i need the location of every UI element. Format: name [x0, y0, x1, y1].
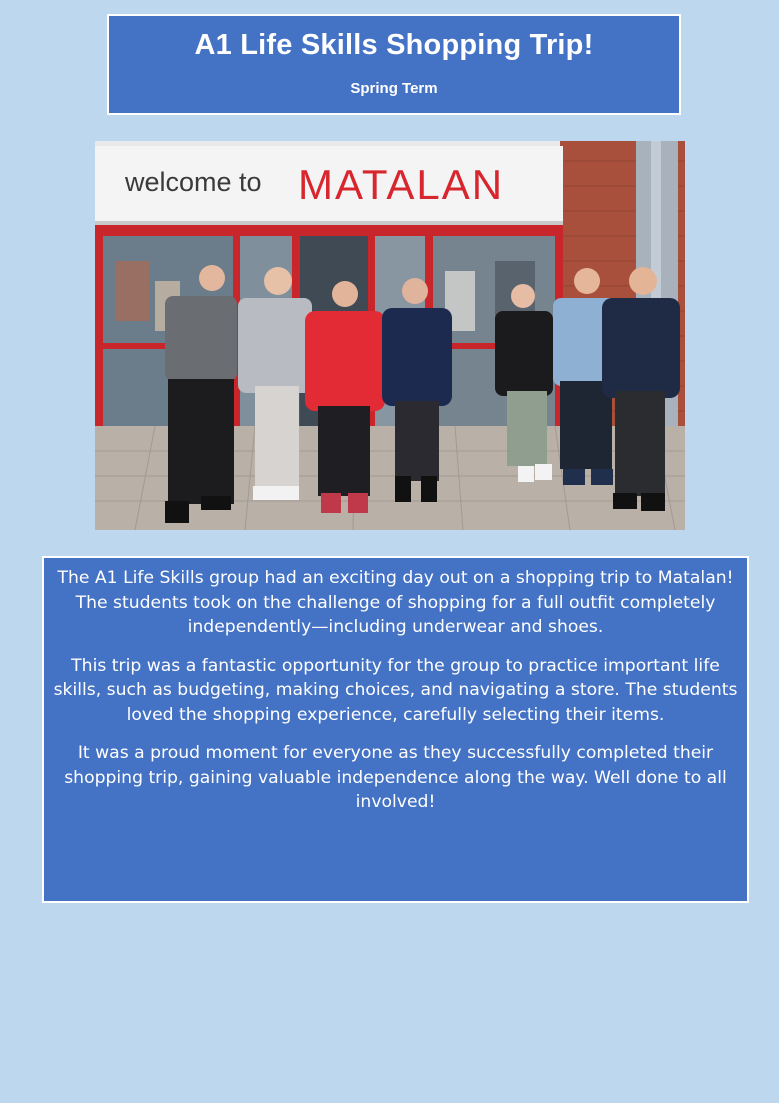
- sign-brand-text: MATALAN: [298, 161, 505, 208]
- sign-welcome-text: welcome to: [125, 167, 262, 197]
- page-title: A1 Life Skills Shopping Trip!: [194, 29, 594, 61]
- paragraph-intro: The A1 Life Skills group had an exciting day out on a shopping trip to Matalan! The students took on the challenge of shopping for a full outfit completely independently—including underwear and shoes.: [57, 568, 734, 637]
- paragraph-conclusion: It was a proud moment for everyone as they successfully completed their shopping trip, gaining valuable independence along the way. Well done to all involved!: [64, 743, 727, 812]
- header-banner: [107, 14, 681, 115]
- term-subtitle: Spring Term: [350, 80, 438, 97]
- person-figure: [165, 265, 237, 523]
- group-photo: [95, 141, 685, 530]
- article-text-box: [42, 556, 749, 903]
- paragraph-skills: This trip was a fantastic opportunity for the group to practice important life skills, such as budgeting, making choices, and navigating a store. The students loved the shopping experience, carefully selecting their items.: [53, 655, 738, 725]
